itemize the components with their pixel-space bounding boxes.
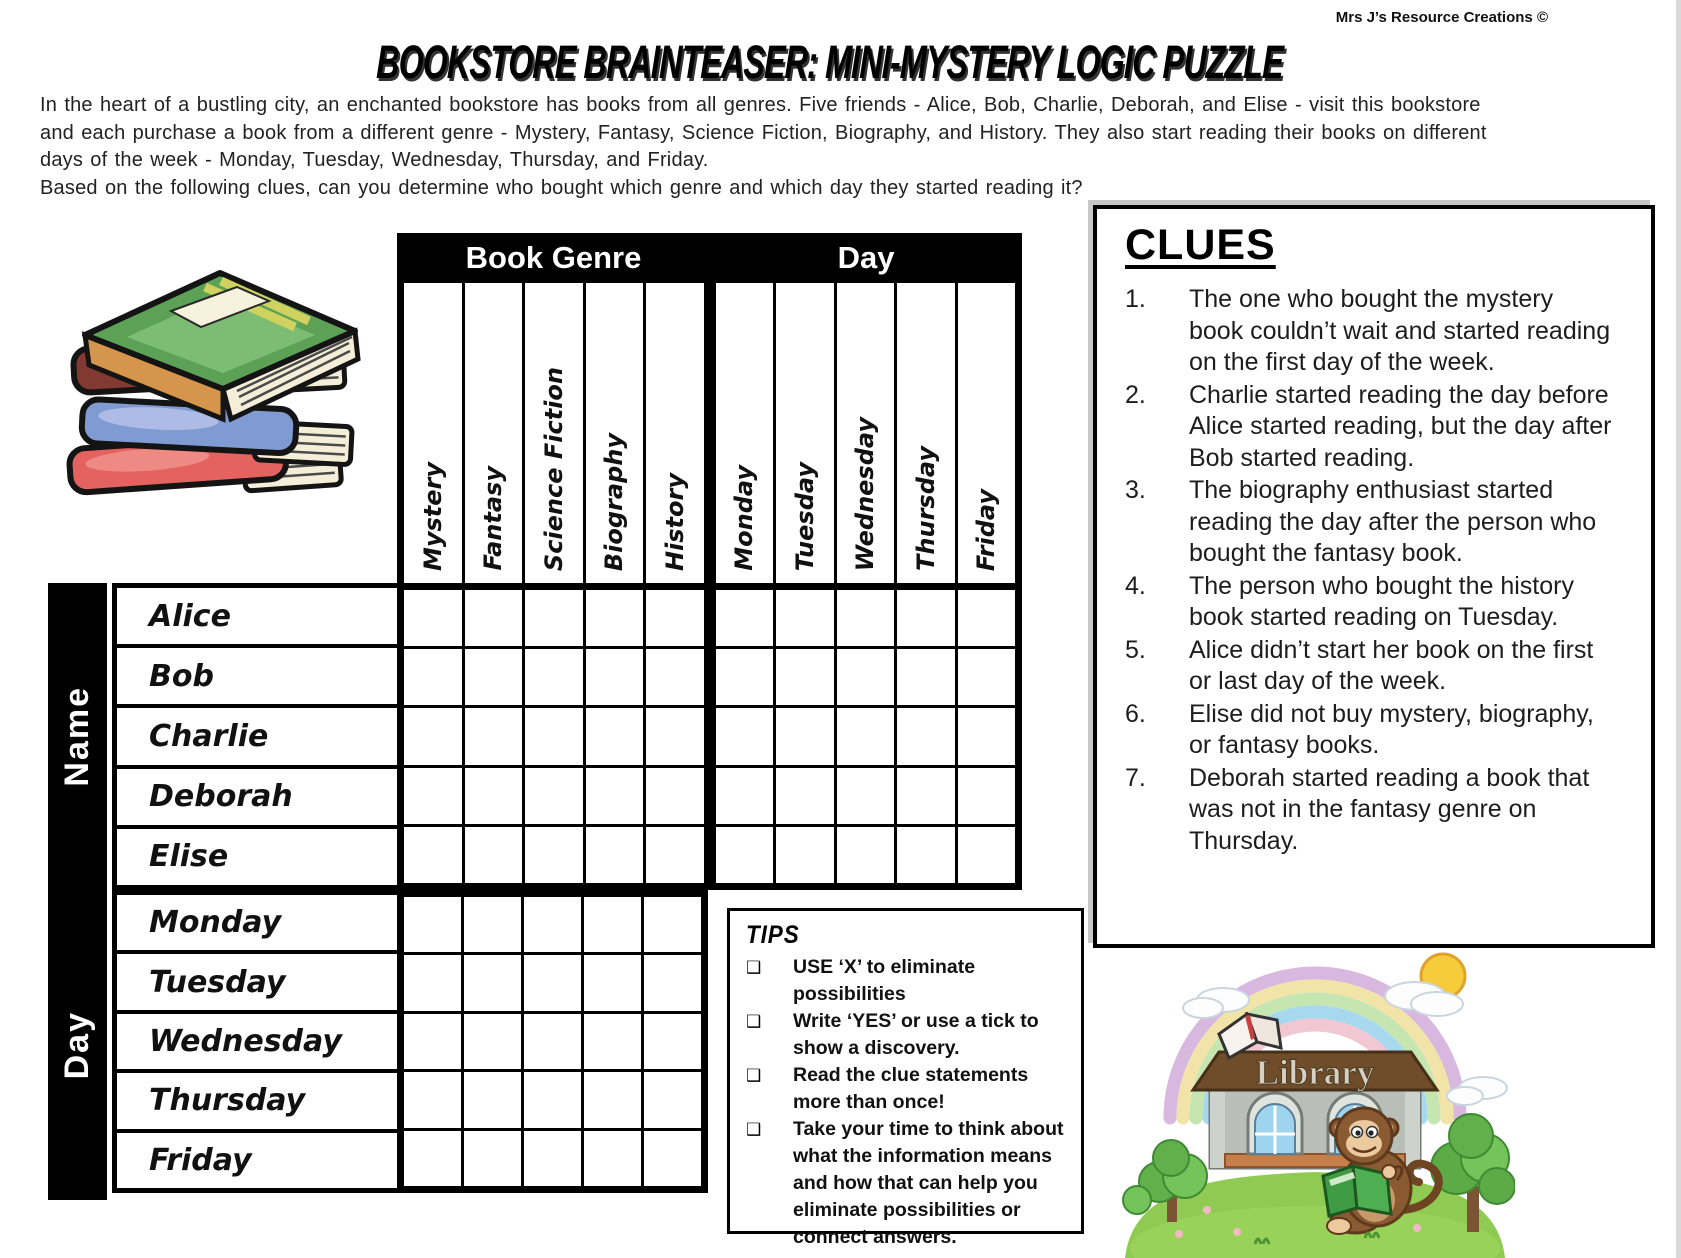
row-label-friday: Friday — [117, 1133, 397, 1188]
grid-cell — [716, 590, 774, 646]
grid-cell — [465, 708, 523, 764]
group-separator — [707, 590, 713, 646]
grid-cell — [584, 897, 641, 952]
grid-cell — [464, 897, 521, 952]
row-label-thursday: Thursday — [117, 1073, 397, 1128]
grid-cell — [524, 1131, 581, 1186]
grid-cell — [716, 827, 774, 883]
tip-item — [746, 1008, 1067, 1062]
name-rows-sidebar — [48, 583, 107, 890]
clue-number: 1. — [1125, 285, 1146, 313]
grid-cell — [525, 768, 583, 824]
grid-cell — [776, 708, 834, 764]
clue-number: 2. — [1125, 380, 1146, 409]
column-header-fantasy — [465, 283, 523, 583]
grid-cell — [586, 708, 644, 764]
grid-cell — [716, 708, 774, 764]
checkbox-bullet-icon: ❑ — [746, 1012, 762, 1031]
column-label: Thursday — [911, 446, 940, 571]
grid-cell — [958, 827, 1016, 883]
row-label-alice: Alice — [117, 588, 397, 644]
grid-cell — [404, 1014, 461, 1069]
clue-text: Charlie started reading the day before Alice started reading, but the day after Bob started reading. — [1189, 380, 1612, 472]
library-building — [1193, 1052, 1437, 1168]
row-label-tuesday: Tuesday — [117, 954, 397, 1009]
grid-cell — [465, 768, 523, 824]
tip-text: Take your time to think about what the information means and how that can help you eliminate possibilities or connect answers. — [793, 1118, 1064, 1248]
grid-cell — [897, 649, 955, 705]
grid-cell — [646, 827, 704, 883]
grid-cell — [465, 590, 523, 646]
grid-cell — [837, 708, 895, 764]
clue-number: 3. — [1125, 476, 1146, 504]
grid-cell — [524, 1072, 581, 1127]
group-separator — [707, 708, 713, 764]
day-grid-cells — [397, 890, 708, 1193]
grid-cell — [525, 827, 583, 883]
grid-cell — [646, 590, 704, 646]
grid-cell — [897, 768, 955, 824]
day-rows-sidebar — [48, 890, 107, 1200]
grid-cell — [644, 955, 701, 1010]
grid-cell — [716, 649, 774, 705]
clue-text: The one who bought the mystery book couldn’t wait and started reading on the first day of the week. — [1189, 285, 1611, 376]
clue-number: 7. — [1125, 763, 1146, 792]
grid-cell — [897, 590, 955, 646]
day-rows-label: Day — [58, 1010, 96, 1080]
tip-text: Write ‘YES’ or use a tick to show a discovery. — [793, 1010, 1039, 1059]
grid-cell — [644, 1072, 701, 1127]
tip-item — [746, 1116, 1067, 1251]
group-separator — [707, 649, 713, 705]
column-label: Science Fiction — [539, 366, 568, 571]
grid-cell — [464, 1014, 521, 1069]
grid-cell — [776, 768, 834, 824]
checkbox-bullet-icon: ❑ — [746, 958, 762, 977]
intro-paragraph — [40, 92, 1600, 202]
grid-cell — [525, 708, 583, 764]
name-row-labels — [112, 583, 397, 890]
book-genre-group-label: Book Genre — [465, 240, 642, 275]
grid-cell — [465, 649, 523, 705]
grid-cell — [525, 649, 583, 705]
clue-item — [1125, 380, 1631, 475]
grid-cell — [776, 827, 834, 883]
grid-cell — [404, 1072, 461, 1127]
clue-text: Alice didn’t start her book on the first or last day of the week. — [1189, 635, 1594, 695]
grid-cell — [837, 827, 895, 883]
column-label: Monday — [730, 465, 759, 571]
column-header-tuesday — [776, 283, 834, 583]
library-illustration — [1115, 938, 1515, 1258]
clue-number: 5. — [1125, 635, 1146, 664]
tips-box — [727, 908, 1084, 1248]
grid-cell — [958, 649, 1016, 705]
grid-cell — [586, 649, 644, 705]
day-group-label: Day — [837, 240, 895, 275]
grid-cell — [644, 1131, 701, 1186]
library-sign: Library — [1255, 1053, 1375, 1092]
grid-cell — [404, 649, 462, 705]
clues-box — [1093, 205, 1655, 948]
column-header-mystery — [404, 283, 462, 583]
column-header-biography — [586, 283, 644, 583]
clue-item — [1125, 475, 1631, 570]
grid-cell — [586, 768, 644, 824]
grid-cell — [958, 590, 1016, 646]
column-label: Tuesday — [790, 461, 819, 571]
grid-cell — [646, 768, 704, 824]
clue-number: 6. — [1125, 699, 1146, 728]
column-header-thursday — [897, 283, 955, 583]
clue-item — [1125, 699, 1631, 762]
clue-item — [1125, 763, 1631, 858]
grid-cell — [776, 590, 834, 646]
column-label: Friday — [972, 488, 1001, 571]
grid-cell — [584, 955, 641, 1010]
clues-list — [1125, 284, 1631, 857]
tip-item — [746, 954, 1067, 1008]
grid-cell — [644, 897, 701, 952]
grid-cell — [404, 827, 462, 883]
grid-cell — [837, 649, 895, 705]
grid-cell — [525, 590, 583, 646]
grid-cell — [584, 1131, 641, 1186]
clue-item — [1125, 284, 1631, 379]
grid-cell — [897, 827, 955, 883]
column-header-science-fiction — [525, 283, 583, 583]
copyright-notice: Mrs J’s Resource Creations © — [1335, 9, 1548, 26]
clue-item — [1125, 635, 1631, 698]
day-row-labels — [112, 890, 397, 1193]
page-title-container — [0, 34, 1660, 89]
column-label: Biography — [600, 432, 629, 571]
tips-heading: TIPS — [746, 921, 800, 949]
grid-cell — [644, 1014, 701, 1069]
column-label: Wednesday — [851, 416, 880, 571]
tip-text: USE ‘X’ to eliminate possibilities — [793, 956, 976, 1005]
grid-cell — [465, 827, 523, 883]
intro-line: and each purchase a book from a different genre - Mystery, Fantasy, Science Fiction, Biography, and History. They also start reading their books on different — [40, 121, 1487, 144]
name-grid-cells — [397, 583, 1022, 890]
column-label: Mystery — [418, 461, 447, 571]
grid-cell — [404, 708, 462, 764]
column-group-header — [397, 233, 1022, 283]
grid-cell — [586, 590, 644, 646]
column-header-history — [646, 283, 704, 583]
grid-cell — [464, 1131, 521, 1186]
row-label-deborah: Deborah — [117, 769, 397, 825]
row-label-monday: Monday — [117, 895, 397, 950]
clue-item — [1125, 571, 1631, 634]
row-label-wednesday: Wednesday — [117, 1014, 397, 1069]
clue-text: The person who bought the history book started reading on Tuesday. — [1189, 571, 1574, 631]
column-header-wednesday — [837, 283, 895, 583]
grid-cell — [404, 590, 462, 646]
grid-cell — [646, 708, 704, 764]
grid-cell — [958, 768, 1016, 824]
group-separator — [707, 768, 713, 824]
grid-cell — [776, 649, 834, 705]
checkbox-bullet-icon: ❑ — [746, 1066, 762, 1085]
tips-list — [746, 954, 1067, 1251]
clue-text: The biography enthusiast started reading the day after the person who bought the fantasy book. — [1189, 476, 1597, 567]
grid-cell — [584, 1014, 641, 1069]
clue-text: Deborah started reading a book that was not in the fantasy genre on Thursday. — [1189, 763, 1590, 855]
clue-number: 4. — [1125, 571, 1146, 600]
grid-cell — [716, 768, 774, 824]
puzzle-question: Based on the following clues, can you determine who bought which genre and which day they started reading it? — [40, 176, 1083, 199]
grid-cell — [837, 590, 895, 646]
page-title: BOOKSTORE BRAINTEASER: MINI-MYSTERY LOGIC PUZZLE — [376, 35, 1284, 88]
arched-window — [1248, 1093, 1302, 1154]
grid-cell — [837, 768, 895, 824]
grid-cell — [524, 1014, 581, 1069]
grid-cell — [958, 708, 1016, 764]
grid-cell — [586, 827, 644, 883]
grid-cell — [524, 955, 581, 1010]
checkbox-bullet-icon: ❑ — [746, 1120, 762, 1139]
group-separator — [707, 827, 713, 883]
grid-cell — [646, 649, 704, 705]
column-header-monday — [716, 283, 774, 583]
grid-cell — [464, 955, 521, 1010]
intro-line: In the heart of a bustling city, an enchanted bookstore has books from all genres. Five friends - Alice, Bob, Charlie, Deborah, and Elise - visit this bookstore — [40, 94, 1481, 116]
group-separator — [707, 283, 713, 583]
grid-cell — [404, 897, 461, 952]
row-label-bob: Bob — [117, 648, 397, 704]
grid-cell — [584, 1072, 641, 1127]
column-label: Fantasy — [479, 466, 508, 571]
grid-cell — [404, 1131, 461, 1186]
tip-item — [746, 1062, 1067, 1116]
grid-cell — [897, 708, 955, 764]
grid-cell — [404, 768, 462, 824]
row-label-charlie: Charlie — [117, 708, 397, 764]
column-label-band — [397, 283, 1022, 583]
column-header-friday — [958, 283, 1016, 583]
tip-text: Read the clue statements more than once! — [793, 1064, 1029, 1113]
name-rows-label: Name — [58, 686, 96, 787]
clues-heading: CLUES — [1125, 221, 1276, 269]
row-label-elise: Elise — [117, 829, 397, 885]
column-label: History — [660, 472, 689, 571]
grid-cell — [524, 897, 581, 952]
intro-line: days of the week - Monday, Tuesday, Wednesday, Thursday, and Friday. — [40, 149, 709, 171]
page-edge — [1676, 0, 1681, 1258]
grid-cell — [464, 1072, 521, 1127]
grid-cell — [404, 955, 461, 1010]
clue-text: Elise did not buy mystery, biography, or fantasy books. — [1189, 699, 1594, 759]
